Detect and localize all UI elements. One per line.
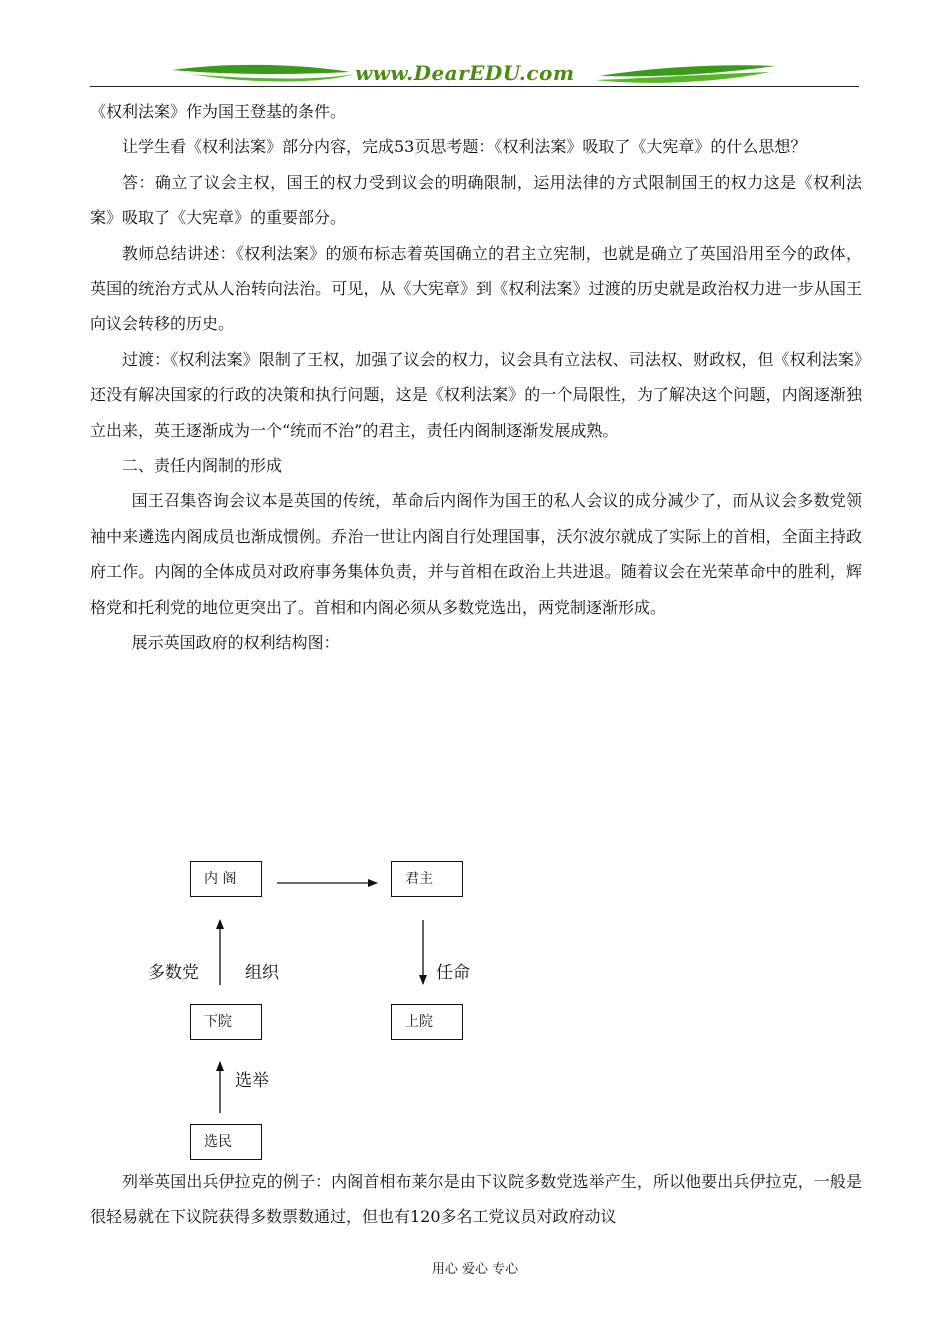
label-appoint: 任命 [436, 963, 470, 983]
paragraph-6: 国王召集咨询会议本是英国的传统，革命后内阁作为国王的私人会议的成分减少了，而从议会多数党领袖中来遴选内阁成员也渐成惯例。乔治一世让内阁自行处理国事，沃尔波尔就成了实际上的首相，全面主持政府工作。内阁的全体成员对政府事务集体负责，并与首相在政治上共进退。随着议会在光荣革命中的胜利，辉格党和托利党的地位更突出了。首相和内阁必须从多数党选出，两党制逐渐形成。 [90, 491, 862, 617]
paragraph-7: 展示英国政府的权利结构图： [131, 633, 340, 653]
paragraph-4: 教师总结讲述：《权利法案》的颁布标志着英国确立的君主立宪制，也就是确立了英国沿用至今的政体，英国的统治方式从人治转向法治。可见，从《大宪章》到《权利法案》过渡的历史就是政治权力进一步从国王向议会转移的历史。 [90, 243, 862, 334]
box-monarch: 君主 [391, 861, 463, 897]
page-footer: 用心 爱心 专心 [431, 1262, 519, 1277]
site-logo-text: www.DearEDU.com [355, 61, 575, 85]
paragraph-1: 《权利法案》作为国王登基的条件。 [90, 102, 347, 121]
box-lords: 上院 [391, 1004, 463, 1040]
section-heading: 二、责任内阁制的形成 [122, 456, 283, 476]
label-elect: 选举 [235, 1071, 269, 1091]
paragraph-8: 列举英国出兵伊拉克的例子：内阁首相布莱尔是由下议院多数党选举产生，所以他要出兵伊拉克，一般是很轻易就在下议院获得多数票数通过，但也有120多名工党议员对政府动议 [90, 1172, 862, 1227]
paragraph-5: 过渡：《权利法案》限制了王权，加强了议会的权力，议会具有立法权、司法权、财政权，但《权利法案》还没有解决国家的行政的决策和执行问题，这是《权利法案》的一个局限性，为了解决这个问题，内阁逐渐独立出来，英王逐渐成为一个“统而不治”的君主，责任内阁制逐渐发展成熟。 [90, 349, 862, 440]
label-organize: 组织 [245, 963, 279, 983]
box-commons: 下院 [190, 1004, 262, 1040]
box-cabinet: 内 阁 [190, 861, 262, 897]
document-body-continued [90, 1164, 862, 1235]
paragraph-2: 让学生看《权利法案》部分内容，完成53页思考题：《权利法案》吸取了《大宪章》的什么思想？ [122, 137, 807, 157]
label-majority-party: 多数党 [148, 963, 199, 983]
box-voters: 选民 [190, 1124, 262, 1160]
paragraph-3: 答：确立了议会主权，国王的权力受到议会的明确限制，运用法律的方式限制国王的权力这是《权利法案》吸取了《大宪章》的重要部分。 [90, 172, 862, 228]
